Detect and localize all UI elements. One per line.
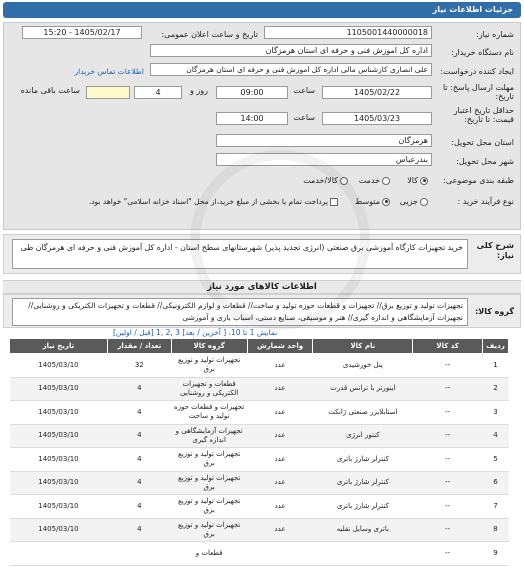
deadline-time-field[interactable]: 09:00 [216,86,288,99]
cell-group: تجهیزات آزمایشگاهی و اندازه گیری [171,424,247,448]
cell-n: 7 [483,495,509,519]
days-remaining-field[interactable]: 4 [134,86,182,99]
cell-unit [247,542,313,566]
cell-qty: 4 [107,401,171,425]
table-body [10,354,509,566]
col-unit[interactable]: واحد شمارش [247,339,313,354]
col-row[interactable]: ردیف [483,339,509,354]
row-process [4,191,520,213]
cell-date: 1405/03/10 [10,377,108,401]
row-need-number [4,26,520,44]
row-buyer [4,44,520,62]
cell-n: 4 [483,424,509,448]
cell-name: باتری وسایل نقلیه [313,518,413,542]
table-row[interactable] [10,495,509,519]
announce-label: تاریخ و ساعت اعلان عمومی: [161,30,258,39]
need-details-panel [3,22,521,230]
checkbox-icon [330,198,338,206]
cell-date: 1405/03/10 [10,354,108,378]
cell-n: 2 [483,377,509,401]
col-group[interactable]: گروه کالا [171,339,247,354]
cell-qty: 4 [107,424,171,448]
goods-group-section [3,294,521,328]
buyer-field[interactable]: اداره کل اموزش فنی و حرفه ای استان هرمزگان [150,44,432,57]
row-validity [4,106,520,132]
table-row[interactable] [10,354,509,378]
col-date[interactable]: تاریخ نیاز [10,339,108,354]
creator-field[interactable]: علی انصاری کارشناس مالی اداره کل اموزش فنی و حرفه ای استان هرمزگان [150,63,432,76]
cell-code: -- [413,354,483,378]
cell-name: کنترلر شارژ باتری [313,471,413,495]
cell-date: 1405/03/10 [10,448,108,472]
cell-unit: عدد [247,401,313,425]
cell-qty: 4 [107,448,171,472]
cell-name: کنترلر شارژ باتری [313,448,413,472]
cell-unit: عدد [247,424,313,448]
cell-name: کنتور انرژی [313,424,413,448]
pagination-text[interactable]: نمایش 1 تا 10، [ آخرین / بعد] 3 ,2 ,1 [قبل / اولین] [113,328,278,337]
cell-code: -- [413,401,483,425]
cell-code: -- [413,542,483,566]
days-label: روز و [190,86,208,95]
page-title: جزئیات اطلاعات نیاز [432,5,513,14]
row-province [4,134,520,152]
deadline-label: مهلت ارسال پاسخ: تا تاریخ: [442,83,514,101]
cell-unit: عدد [247,448,313,472]
row-deadline [4,82,520,104]
cell-group: تجهیزات تولید و توزیع برق [171,471,247,495]
cell-qty: 4 [107,471,171,495]
cell-qty: 4 [107,518,171,542]
province-field[interactable]: هرمزگان [216,134,432,147]
cell-qty: 32 [107,354,171,378]
need-summary-section [3,234,521,274]
cell-group: تجهیزات تولید و توزیع برق [171,495,247,519]
cell-code: -- [413,495,483,519]
cell-name: کنترلر شارژ باتری [313,495,413,519]
table-row[interactable] [10,448,509,472]
cell-n: 5 [483,448,509,472]
cell-date: 1405/03/10 [10,401,108,425]
goods-group-label: گروه کالا: [475,307,514,316]
radio-icon [420,198,428,206]
buyer-contact-link[interactable]: اطلاعات تماس خریدار [74,67,144,76]
cell-code: -- [413,424,483,448]
cell-code: -- [413,518,483,542]
creator-label: ایجاد کننده درخواست: [440,67,514,76]
cell-unit: عدد [247,495,313,519]
cell-name [313,542,413,566]
treasury-payment-option[interactable]: پرداخت تمام یا بخشی از مبلغ خرید،از محل "اسناد خزانه اسلامی" خواهد بود. [89,197,338,206]
category-service-option[interactable]: خدمت [359,176,390,185]
cell-group: تجهیزات و قطعات حوزه تولید و ساخت [171,401,247,425]
table-header-row [10,339,509,354]
validity-time-field[interactable]: 14:00 [216,112,288,125]
col-name[interactable]: نام کالا [313,339,413,354]
buyer-label: نام دستگاه خریدار: [451,48,514,57]
cell-code: -- [413,377,483,401]
cell-n: 3 [483,401,509,425]
radio-selected-icon [420,177,428,185]
summary-label: شرح کلی نیاز: [476,241,514,260]
cell-name: پنل خورشیدی [313,354,413,378]
validity-date-field[interactable]: 1405/03/23 [322,112,432,125]
col-code[interactable]: کد کالا [413,339,483,354]
announce-field[interactable]: 1405/02/17 - 15:20 [22,26,142,39]
cell-qty: 4 [107,377,171,401]
goods-table [9,338,509,566]
cell-date: 1405/03/10 [10,424,108,448]
table-row[interactable] [10,401,509,425]
category-goods-option[interactable]: کالا [407,176,428,185]
page-header [3,2,521,18]
table-row[interactable] [10,518,509,542]
cell-group: قطعات و تجهیزات الکتریکی و روشنایی [171,377,247,401]
summary-text: خرید تجهیزات کارگاه آموزشی برق صنعتی (انرژی تجدید پذیر) شهرستانهای سطح استان - اداره کل آموزش فنی و حرفه ای هرمزگان طی [12,239,468,269]
category-label: طبقه بندی موضوعی: [443,176,514,185]
cell-qty: 4 [107,495,171,519]
row-category [4,172,520,190]
deadline-date-field[interactable]: 1405/02/22 [322,86,432,99]
radio-selected-icon [382,198,390,206]
cell-n: 8 [483,518,509,542]
cell-unit: عدد [247,377,313,401]
goods-group-text: تجهیزات تولید و توزیع برق// تجهیزات و قطعات حوزه تولید و ساخت// قطعات و لوازم الکترونیکی// قطعات و تجهیزات الکتریکی و روشنایی// تجهیزات آزمایشگاهی و اندازه گیری// هنر و موسیقی، صنایع دستی، اسباب بازی و آموزشی [12,298,468,326]
need-number-field[interactable]: 1105001440000018 [264,26,432,39]
table-row[interactable] [10,424,509,448]
validity-time-label: ساعت [293,113,315,122]
cell-group: تجهیزات تولید و توزیع برق [171,354,247,378]
row-creator [4,63,520,81]
cell-date: 1405/03/10 [10,495,108,519]
cell-name: اینورتر با ترانس قدرت [313,377,413,401]
city-label: شهر محل تحویل: [456,157,514,166]
cell-date: 1405/03/10 [10,518,108,542]
cell-n: 9 [483,542,509,566]
cell-group: قطعات و [171,542,247,566]
process-minor-option[interactable]: جزیی [400,197,428,206]
process-medium-option[interactable]: متوسط [355,197,390,206]
hours-remaining-field[interactable] [86,86,130,99]
table-row[interactable] [10,377,509,401]
cell-n: 6 [483,471,509,495]
cell-group: تجهیزات تولید و توزیع برق [171,518,247,542]
col-qty[interactable]: تعداد / مقدار [107,339,171,354]
goods-section-title: اطلاعات کالاهای مورد نیاز [3,280,521,294]
cell-date: 1405/03/10 [10,471,108,495]
cell-date [10,542,108,566]
deadline-time-label: ساعت [293,86,315,95]
pagination-bar [3,330,521,338]
cell-unit: عدد [247,354,313,378]
cell-group: تجهیزات تولید و توزیع برق [171,448,247,472]
radio-icon [382,177,390,185]
table-row[interactable] [10,542,509,566]
cell-n: 1 [483,354,509,378]
cell-qty [107,542,171,566]
category-both-option[interactable]: کالا/خدمت [303,176,348,185]
cell-unit: عدد [247,518,313,542]
row-city [4,153,520,171]
validity-label: حداقل تاریخ اعتبار قیمت: تا تاریخ: [453,106,514,124]
cell-code: -- [413,448,483,472]
need-number-label: شماره نیاز: [476,30,514,39]
cell-name: استابلایزر صنعتی ژانکت [313,401,413,425]
province-label: استان محل تحویل: [451,138,514,147]
cell-unit: عدد [247,471,313,495]
radio-icon [340,177,348,185]
city-field[interactable]: بندرعباس [216,153,432,166]
hours-remaining-label: ساعت باقی مانده [20,86,80,95]
process-label: نوع فرآیند خرید : [457,197,514,206]
table-row[interactable] [10,471,509,495]
cell-code: -- [413,471,483,495]
